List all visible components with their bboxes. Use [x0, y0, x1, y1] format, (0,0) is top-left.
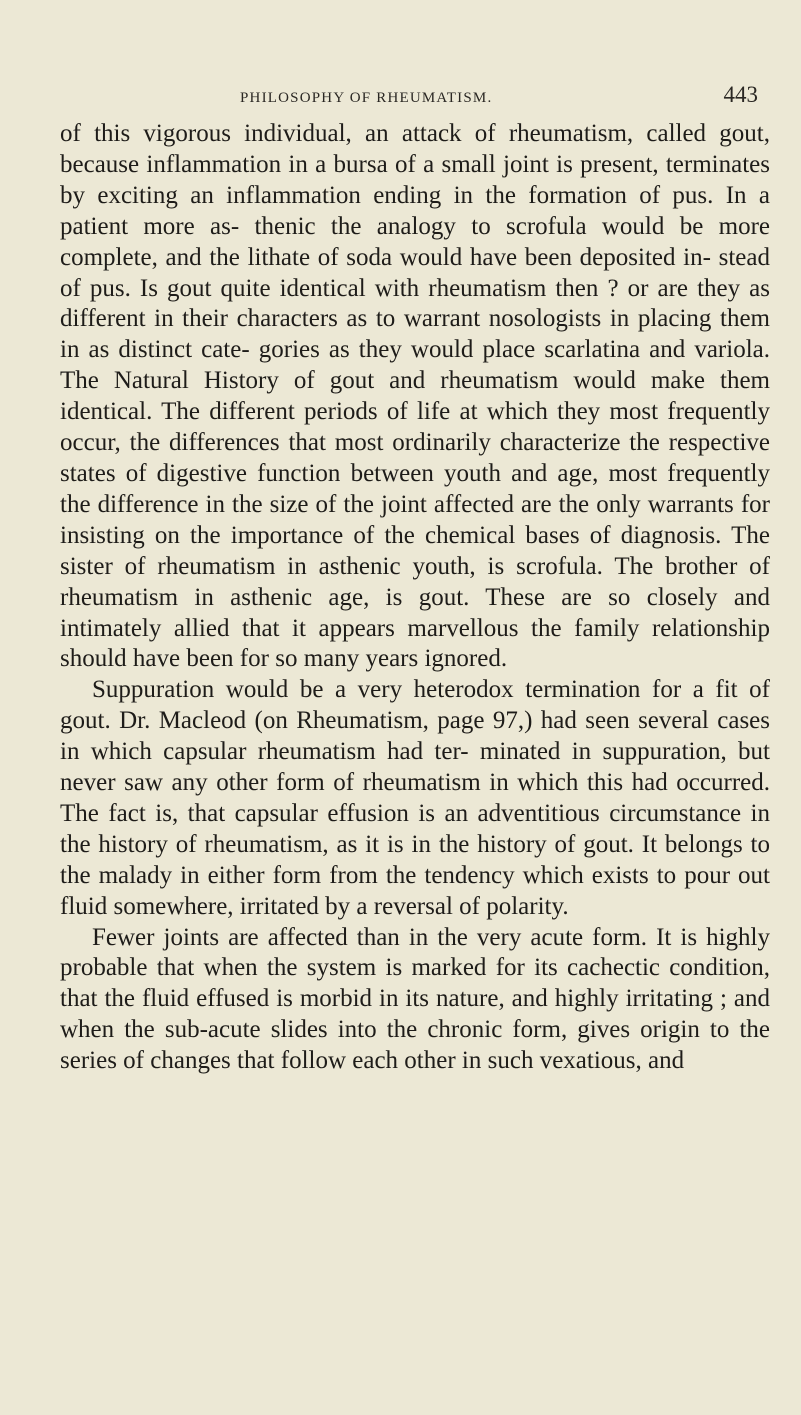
running-head — [60, 82, 770, 112]
page-number: 443 — [723, 82, 758, 107]
body-text — [60, 119, 770, 1077]
running-title: PHILOSOPHY OF RHEUMATISM. — [240, 90, 493, 106]
paragraph-suppuration: Suppuration would be a very heterodox termination for a fit of gout. Dr. Macleod (on Rheumatism, page 97,) had seen several cases in which capsular rheumatism had ter- minated in suppuration, but never saw any other form of rheumatism in which this had occurred. The fact is, that capsular effusion is an adventitious circumstance in the history of rheumatism, as it is in the history of gout. It belongs to the malady in either form from the tendency which exists to pour out fluid somewhere, irritated by a reversal of polarity. — [60, 676, 770, 920]
paragraph-continued: of this vigorous individual, an attack of rheumatism, called gout, because inflammation in a bursa of a small joint is present, terminates by exciting an inflammation ending in the formation of pus. In a patient more as- thenic the analogy to scrofula would be more complete, and the lithate of soda would have been deposited in- stead of pus. Is gout quite identical with rheumatism then ? or are they as different in their characters as to warrant nosologists in placing them in as distinct cate- gories as they would place scarlatina and variola. The Natural History of gout and rheumatism would make them identical. The different periods of life at which they most frequently occur, the differences that most ordinarily characterize the respective states of digestive function between youth and age, most frequently the difference in the size of the joint affected are the only warrants for insisting on the importance of the chemical bases of diagnosis. The sister of rheumatism in asthenic youth, is scrofula. The brother of rheumatism in asthenic age, is gout. These are so closely and intimately allied that it appears marvellous the family relationship should have been for so many years ignored. — [60, 120, 770, 673]
paragraph-fewer-joints: Fewer joints are affected than in the very acute form. It is highly probable that when the system is marked for its cachectic condition, that the fluid effused is morbid in its nature, and highly irritating ; and when the sub-acute slides into the chronic form, gives origin to the series of changes that follow each other in such vexatious, and — [60, 923, 770, 1075]
